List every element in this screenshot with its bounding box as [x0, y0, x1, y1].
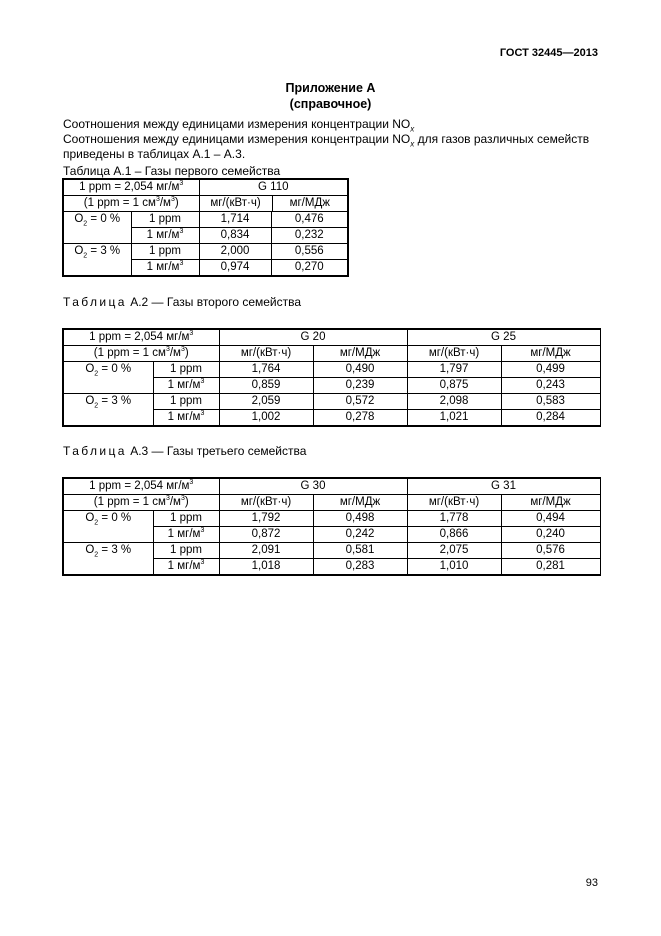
value-cell: 0,834 [199, 228, 271, 244]
table-row [63, 511, 600, 527]
o2-label: $O_2 = 0$ % [63, 212, 131, 244]
value-cell: 0,232 [271, 228, 348, 244]
o2-label: $O_2 = 3$ % [63, 543, 153, 576]
intro-line-2: Соотношения между единицами измерения концентрации $NO_x$ для газов различных семейств приведены в таблицах А.1 – А.3. [63, 132, 590, 161]
table1-corner-line1: 1 ppm = 2,054 $мг/м^3$ [63, 179, 199, 196]
unit-cell: 1 ppm [131, 244, 199, 260]
value-cell: 2,098 [407, 394, 501, 410]
unit-cell: 1 ppm [153, 511, 219, 527]
value-cell: 1,018 [219, 559, 313, 576]
value-cell: 0,278 [313, 410, 407, 427]
value-cell: 0,581 [313, 543, 407, 559]
value-cell: 1,021 [407, 410, 501, 427]
unit-header: мг/МДж [501, 346, 600, 362]
value-cell: 0,476 [271, 212, 348, 228]
unit-cell: 1 $мг/м^3$ [153, 378, 219, 394]
table2-group-g20: G 20 [219, 329, 407, 346]
value-cell: 0,572 [313, 394, 407, 410]
value-cell: 0,494 [501, 511, 600, 527]
appendix-heading [0, 80, 661, 112]
unit-cell: 1 $мг/м^3$ [131, 260, 199, 277]
value-cell: 0,875 [407, 378, 501, 394]
standard-header: ГОСТ 32445—2013 [499, 47, 598, 59]
table2-group-g25: G 25 [407, 329, 600, 346]
value-cell: 0,583 [501, 394, 600, 410]
unit-header: мг/МДж [501, 495, 600, 511]
unit-cell: 1 ppm [153, 362, 219, 378]
appendix-title: Приложение А [285, 81, 376, 95]
page-number: 93 [585, 877, 598, 889]
unit-header: мг/(кВт·ч) [407, 346, 501, 362]
intro-paragraph [63, 117, 603, 162]
table-row [63, 362, 600, 378]
value-cell: 1,714 [199, 212, 271, 228]
value-cell: 1,778 [407, 511, 501, 527]
o2-label: $O_2 = 3$ % [63, 394, 153, 427]
value-cell: 2,000 [199, 244, 271, 260]
unit-header: мг/(кВт·ч) [407, 495, 501, 511]
value-cell: 0,499 [501, 362, 600, 378]
table3-group-g31: G 31 [407, 478, 600, 495]
value-cell: 2,075 [407, 543, 501, 559]
table3-group-g30: G 30 [219, 478, 407, 495]
value-cell: 0,283 [313, 559, 407, 576]
table3-corner-line2: (1 ppm = 1 $см^3/м^3$) [63, 495, 219, 511]
unit-header: мг/МДж [313, 495, 407, 511]
value-cell: 1,792 [219, 511, 313, 527]
value-cell: 0,974 [199, 260, 271, 277]
table-row [63, 543, 600, 559]
unit-cell: 1 $мг/м^3$ [153, 559, 219, 576]
table3-caption: Таблица А.3 — Газы третьего семейства [63, 444, 307, 458]
table-row [63, 212, 348, 228]
appendix-subtitle: (справочное) [289, 97, 372, 111]
value-cell: 0,866 [407, 527, 501, 543]
value-cell: 0,239 [313, 378, 407, 394]
table1-corner-line2: (1 ppm = 1 $см^3/м^3$) [63, 196, 199, 212]
table1-caption: Таблица А.1 – Газы первого семейства [63, 164, 281, 178]
value-cell: 0,242 [313, 527, 407, 543]
table2-corner-line1: 1 ppm = 2,054 $мг/м^3$ [63, 329, 219, 346]
value-cell: 0,872 [219, 527, 313, 543]
o2-label: $O_2 = 3$ % [63, 244, 131, 277]
value-cell: 0,556 [271, 244, 348, 260]
table3-corner-line1: 1 ppm = 2,054 $мг/м^3$ [63, 478, 219, 495]
value-cell: 1,002 [219, 410, 313, 427]
value-cell: 0,859 [219, 378, 313, 394]
table-a2 [62, 328, 601, 427]
table1-group-g110: G 110 мг/(кВт·ч) мг/МДж [199, 179, 348, 212]
value-cell: 0,281 [501, 559, 600, 576]
value-cell: 2,091 [219, 543, 313, 559]
o2-label: $O_2 = 0$ % [63, 511, 153, 543]
value-cell: 1,764 [219, 362, 313, 378]
value-cell: 1,797 [407, 362, 501, 378]
unit-cell: 1 ppm [153, 394, 219, 410]
table2-corner-line2: (1 ppm = 1 $см^3/м^3$) [63, 346, 219, 362]
unit-cell: 1 ppm [131, 212, 199, 228]
table2-caption: Таблица А.2 — Газы второго семейства [63, 295, 302, 309]
unit-cell: 1 $мг/м^3$ [153, 527, 219, 543]
unit-cell: 1 ppm [153, 543, 219, 559]
unit-header: мг/(кВт·ч) [219, 346, 313, 362]
value-cell: 2,059 [219, 394, 313, 410]
value-cell: 1,010 [407, 559, 501, 576]
table-a3 [62, 477, 601, 576]
table1-unit-mj: мг/МДж [289, 197, 330, 209]
value-cell: 0,284 [501, 410, 600, 427]
table-a1 [62, 178, 349, 277]
unit-header: мг/(кВт·ч) [219, 495, 313, 511]
table-row [63, 244, 348, 260]
value-cell: 0,498 [313, 511, 407, 527]
value-cell: 0,243 [501, 378, 600, 394]
value-cell: 0,576 [501, 543, 600, 559]
value-cell: 0,240 [501, 527, 600, 543]
unit-cell: 1 $мг/м^3$ [153, 410, 219, 427]
table1-unit-kwh: мг/(кВт·ч) [200, 196, 273, 211]
value-cell: 0,270 [271, 260, 348, 277]
o2-label: $O_2 = 0$ % [63, 362, 153, 394]
unit-cell: 1 $мг/м^3$ [131, 228, 199, 244]
intro-line-1: Соотношения между единицами измерения концентрации $NO_x$ [63, 117, 415, 134]
value-cell: 0,490 [313, 362, 407, 378]
table-row [63, 394, 600, 410]
unit-header: мг/МДж [313, 346, 407, 362]
